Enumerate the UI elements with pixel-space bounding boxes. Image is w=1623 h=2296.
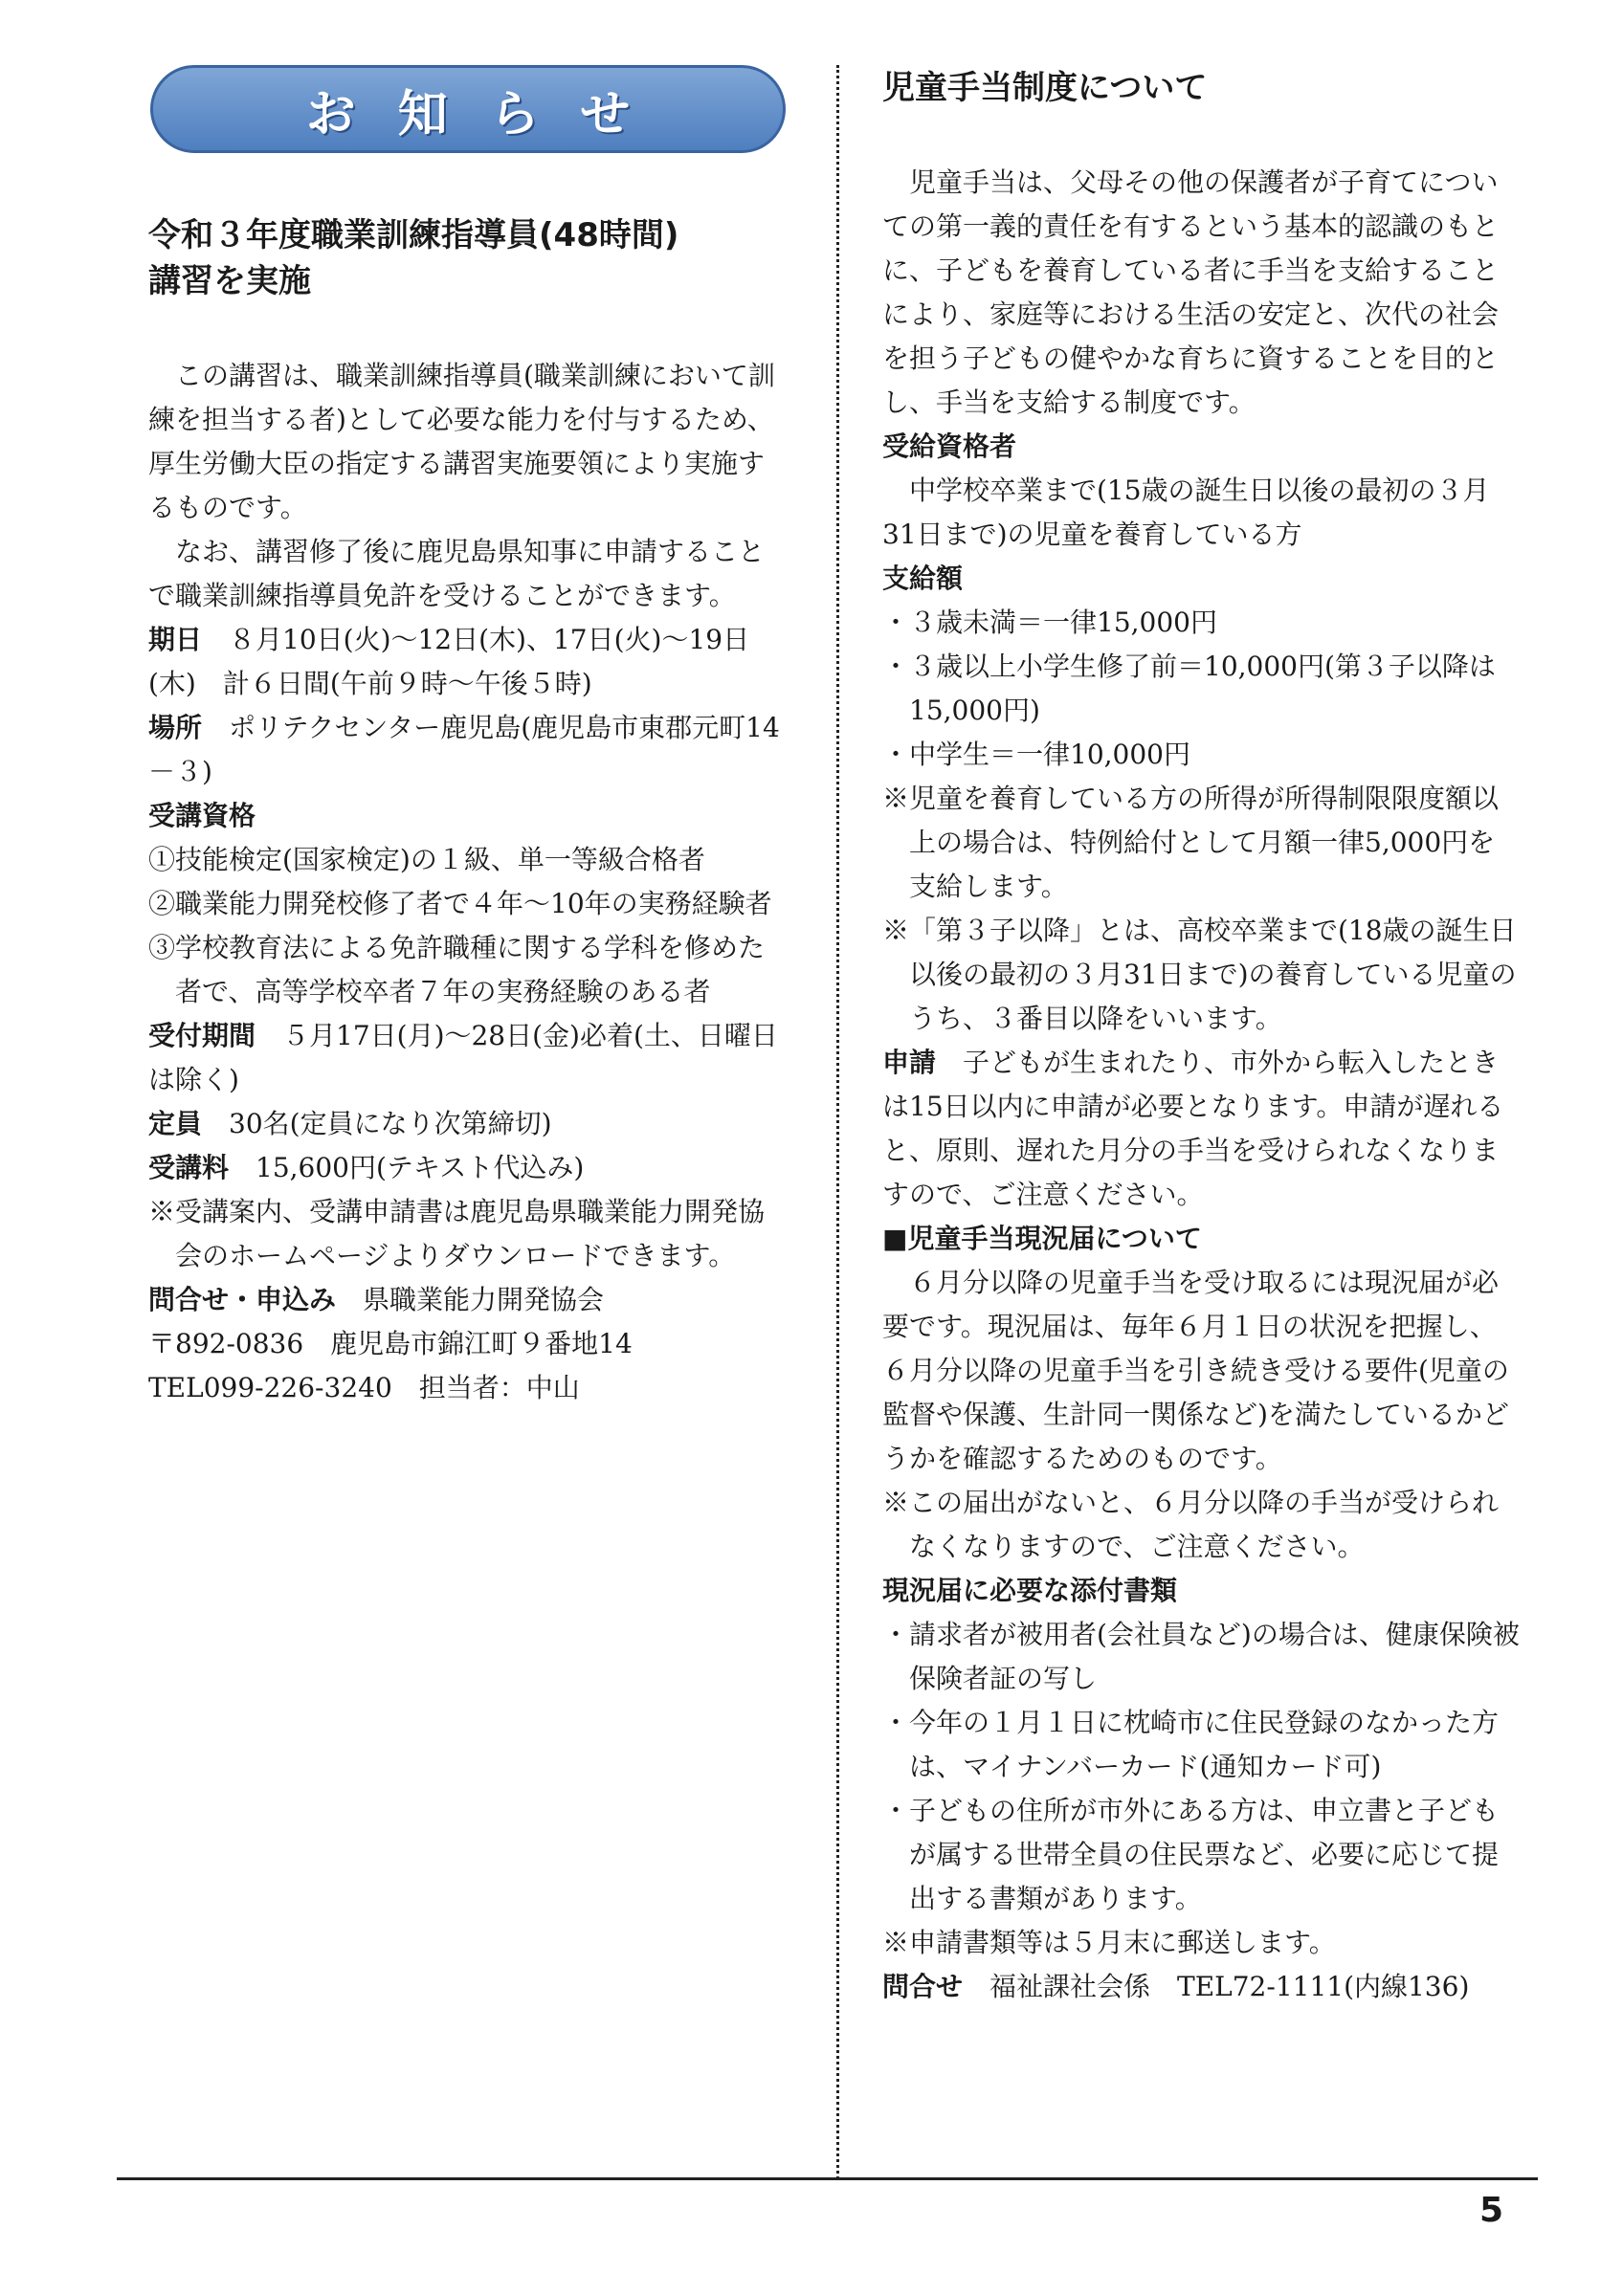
- qualification-item: ③学校教育法による免許職種に関する学科を修めた者で、高等学校卒者７年の実務経験のある者: [148, 932, 766, 1007]
- title-line-1: 令和３年度職業訓練指導員(48時間): [148, 216, 679, 254]
- status-report-heading: ■児童手当現況届について: [882, 1223, 1202, 1254]
- period-row: [148, 1014, 789, 1102]
- fee-value: 15,600円(テキスト代込み): [256, 1152, 585, 1183]
- contact-tel: TEL099-226-3240 担当者：中山: [148, 1372, 580, 1403]
- period-label: 受付期間: [148, 1020, 256, 1051]
- documents-heading: 現況届に必要な添付書類: [882, 1575, 1178, 1606]
- capacity-value: 30名(定員になり次第締切): [229, 1108, 552, 1139]
- banner-title: お知らせ: [305, 85, 673, 144]
- apply-label: 申請: [882, 1047, 937, 1078]
- eligible-text: 中学校卒業まで(15歳の誕生日以後の最初の３月31日まで)の児童を養育している方: [882, 475, 1490, 550]
- documents-item: ・今年の１月１日に枕崎市に住民登録のなかった方は、マイナンバーカード(通知カード可): [882, 1707, 1500, 1782]
- contact-label: 問合せ・申込み: [148, 1284, 337, 1315]
- apply-text: 子どもが生まれたり、市外から転入したときは15日以内に申請が必要となります。申請が遅れると、原則、遅れた月分の手当を受けられなくなりますので、ご注意ください。: [882, 1047, 1504, 1210]
- training-paragraph-1: この講習は、職業訓練指導員(職業訓練において訓練を担当する者)として必要な能力を付与するため、厚生労働大臣の指定する講習実施要領により実施するものです。: [148, 360, 775, 523]
- download-note: ※受講案内、受講申請書は鹿児島県職業能力開発協会のホームページよりダウンロードできます。: [148, 1196, 766, 1271]
- documents-item: ・請求者が被用者(会社員など)の場合は、健康保険被保険者証の写し: [882, 1619, 1520, 1694]
- documents-note: ※申請書類等は５月末に郵送します。: [882, 1927, 1336, 1958]
- notice-banner: [150, 65, 786, 153]
- fee-row: [148, 1146, 789, 1190]
- welfare-contact-label: 問合せ: [882, 1971, 964, 2002]
- period-value: ５月17日(月)～28日(金)必着(土、日曜日は除く): [148, 1020, 778, 1095]
- footer-rule: [117, 2177, 1538, 2180]
- article-title-training: [148, 212, 789, 304]
- welfare-contact-row: [882, 1965, 1522, 2009]
- status-report-text: ６月分以降の児童手当を受け取るには現況届が必要です。現況届は、毎年６月１日の状況を把握し、６月分以降の児童手当を引き続き受ける要件(児童の監督や保護、生計同一関係など)を満たしているかどうかを確認するためのものです。: [882, 1267, 1509, 1474]
- amount-note: ※児童を養育している方の所得が所得制限限度額以上の場合は、特例給付として月額一律5,000円を支給します。: [882, 783, 1500, 902]
- amount-heading: 支給額: [882, 563, 964, 594]
- apply-row: [882, 1041, 1522, 1217]
- training-paragraph-2: なお、講習修了後に鹿児島県知事に申請することで職業訓練指導員免許を受けることができます。: [148, 536, 766, 611]
- amount-item: ・３歳以上小学生修了前＝10,000円(第３子以降は15,000円): [882, 651, 1496, 726]
- allowance-intro: 児童手当は、父母その他の保護者が子育てについての第一義的責任を有するという基本的認識のもとに、子どもを養育している者に手当を支給することにより、家庭等における生活の安定と、次代の社会を担う子どもの健やかな育ちに資することを目的とし、手当を支給する制度です。: [882, 166, 1500, 418]
- qualification-heading: 受講資格: [148, 800, 256, 831]
- amount-item: ・３歳未満＝一律15,000円: [882, 607, 1217, 638]
- date-value: ８月10日(火)～12日(木)、17日(火)～19日(木) 計６日間(午前９時～午後５時): [148, 624, 750, 699]
- contact-row: [148, 1278, 789, 1322]
- qualification-item: ②職業能力開発校修了者で４年～10年の実務経験者: [148, 888, 772, 919]
- eligible-heading: 受給資格者: [882, 430, 1017, 462]
- capacity-label: 定員: [148, 1108, 203, 1139]
- page-number: 5: [1479, 2191, 1504, 2230]
- status-report-note: ※この届出がないと、６月分以降の手当が受けられなくなりますので、ご注意ください。: [882, 1487, 1500, 1562]
- right-column: [882, 65, 1522, 2009]
- welfare-contact-text: 福祉課社会係 TEL72-1111(内線136): [989, 1971, 1470, 2002]
- fee-label: 受講料: [148, 1152, 230, 1183]
- date-row: [148, 618, 789, 706]
- date-label: 期日: [148, 624, 203, 655]
- column-divider: [836, 65, 839, 2179]
- amount-note: ※「第３子以降」とは、高校卒業まで(18歳の誕生日以後の最初の３月31日まで)の養育している児童のうち、３番目以降をいいます。: [882, 915, 1517, 1034]
- left-column: [148, 212, 789, 1410]
- contact-org: 県職業能力開発協会: [363, 1284, 605, 1315]
- place-value: ポリテクセンター鹿児島(鹿児島市東郡元町14－３): [148, 712, 780, 787]
- contact-address: 〒892-0836 鹿児島市錦江町９番地14: [148, 1328, 633, 1359]
- title-line-2: 講習を実施: [148, 262, 311, 300]
- place-label: 場所: [148, 712, 203, 743]
- article-title-child-allowance: 児童手当制度について: [882, 69, 1208, 107]
- qualification-item: ①技能検定(国家検定)の１級、単一等級合格者: [148, 844, 705, 875]
- capacity-row: [148, 1102, 789, 1146]
- documents-item: ・子どもの住所が市外にある方は、申立書と子どもが属する世帯全員の住民票など、必要に応じて提出する書類があります。: [882, 1795, 1500, 1914]
- amount-item: ・中学生＝一律10,000円: [882, 739, 1190, 770]
- place-row: [148, 706, 789, 794]
